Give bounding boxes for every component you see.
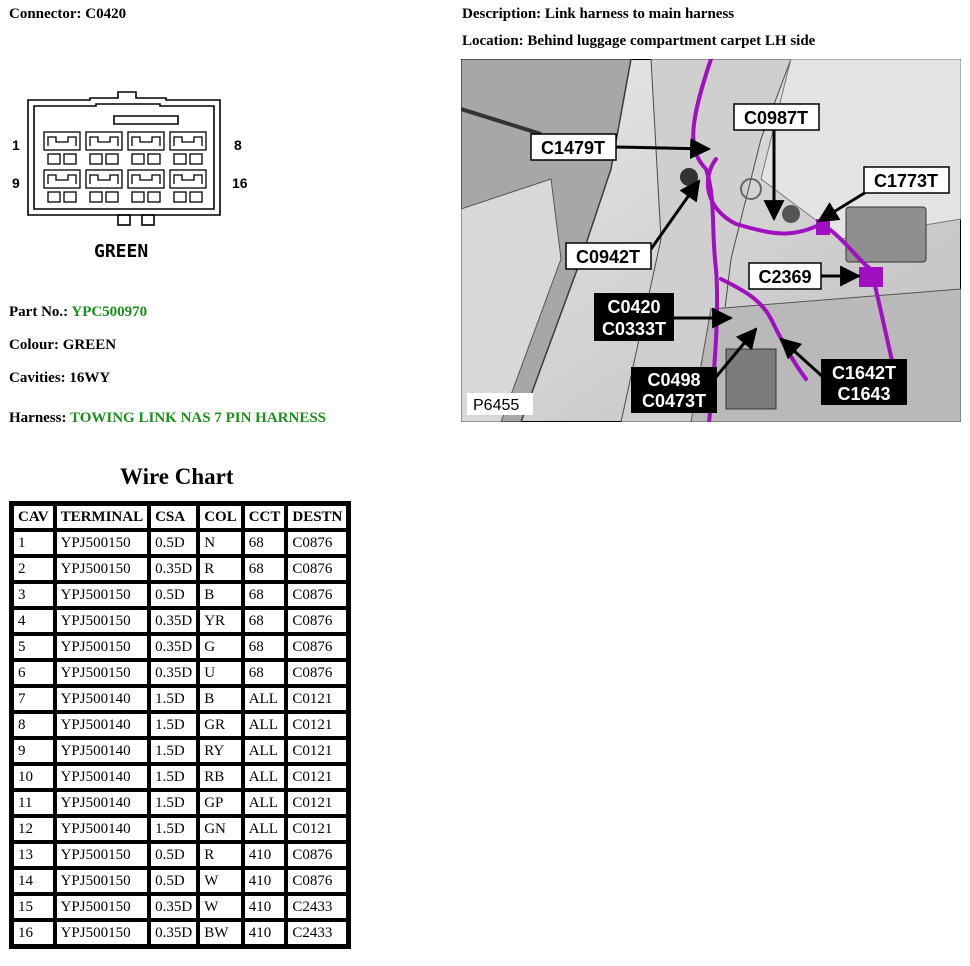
cell-destn: C2433 [286, 920, 348, 946]
cell-cct: 410 [243, 842, 287, 868]
cell-cct: ALL [243, 686, 287, 712]
cell-col: RB [198, 764, 243, 790]
cell-cav: 14 [12, 868, 55, 894]
cell-destn: C0876 [286, 842, 348, 868]
cavity-block [44, 132, 80, 164]
cell-csa: 1.5D [149, 686, 198, 712]
colour-value: GREEN [62, 337, 117, 353]
table-row [12, 634, 348, 660]
cell-cct: ALL [243, 790, 287, 816]
cavities-line [9, 370, 110, 387]
table-row [12, 790, 348, 816]
cell-col: BW [198, 920, 243, 946]
cell-terminal: YPJ500140 [55, 790, 150, 816]
callout-c1642t: C1642T [831, 363, 897, 383]
callout-c0987t: C0987T [743, 108, 809, 128]
cell-col: W [198, 868, 243, 894]
cell-cav: 4 [12, 608, 55, 634]
cell-cav: 8 [12, 712, 55, 738]
table-row [12, 920, 348, 946]
table-row [12, 686, 348, 712]
cell-terminal: YPJ500150 [55, 634, 150, 660]
table-row [12, 816, 348, 842]
harness-link[interactable]: TOWING LINK NAS 7 PIN HARNESS [69, 410, 327, 426]
description-line [462, 6, 734, 23]
table-row [12, 712, 348, 738]
callout-c0333t: C0333T [601, 319, 667, 339]
harness-line [9, 410, 326, 427]
photo-reference-code: P6455 [473, 397, 520, 414]
cell-csa: 0.35D [149, 608, 198, 634]
cell-csa: 1.5D [149, 790, 198, 816]
table-row [12, 868, 348, 894]
cell-csa: 1.5D [149, 738, 198, 764]
description-value: Link harness to main harness [544, 6, 735, 22]
cell-terminal: YPJ500140 [55, 764, 150, 790]
connector-label: Connector: [9, 6, 82, 22]
cell-cav: 3 [12, 582, 55, 608]
wire-chart-header-cav: CAV [12, 504, 55, 530]
location-photo [461, 59, 961, 422]
cell-csa: 1.5D [149, 764, 198, 790]
cell-cct: 410 [243, 920, 287, 946]
cell-col: B [198, 582, 243, 608]
cell-cav: 5 [12, 634, 55, 660]
colour-line [9, 337, 116, 354]
cell-csa: 1.5D [149, 712, 198, 738]
cavities-value: 16WY [69, 370, 111, 386]
wire-chart-table [9, 501, 351, 949]
cell-destn: C0121 [286, 816, 348, 842]
cell-cav: 10 [12, 764, 55, 790]
table-row [12, 582, 348, 608]
cell-destn: C0121 [286, 790, 348, 816]
callout-c0498: C0498 [647, 370, 701, 390]
cell-col: GP [198, 790, 243, 816]
cell-cav: 13 [12, 842, 55, 868]
description-label: Description: [462, 6, 542, 22]
cell-terminal: YPJ500140 [55, 686, 150, 712]
cell-csa: 0.5D [149, 582, 198, 608]
wire-chart-header-csa: CSA [149, 504, 198, 530]
table-row [12, 894, 348, 920]
cell-terminal: YPJ500150 [55, 894, 150, 920]
cell-cct: ALL [243, 764, 287, 790]
cell-terminal: YPJ500150 [55, 920, 150, 946]
cell-cct: ALL [243, 816, 287, 842]
wire-chart-header-terminal: TERMINAL [55, 504, 150, 530]
cell-cct: 68 [243, 634, 287, 660]
cell-col: R [198, 556, 243, 582]
cell-col: N [198, 530, 243, 556]
cell-terminal: YPJ500140 [55, 816, 150, 842]
cell-csa: 0.35D [149, 920, 198, 946]
part-number-link[interactable]: YPC500970 [71, 304, 148, 320]
cell-cct: 410 [243, 894, 287, 920]
callout-c1773t: C1773T [873, 171, 939, 191]
cell-cav: 16 [12, 920, 55, 946]
cell-terminal: YPJ500150 [55, 530, 150, 556]
table-row [12, 608, 348, 634]
cavity-block [86, 132, 122, 164]
cell-terminal: YPJ500140 [55, 738, 150, 764]
cell-col: GN [198, 816, 243, 842]
cell-destn: C0876 [286, 608, 348, 634]
part-line [9, 304, 147, 321]
table-row [12, 660, 348, 686]
colour-label: Colour: [9, 337, 59, 353]
cell-cct: 68 [243, 660, 287, 686]
cavity-block [128, 170, 164, 202]
wire-chart-header-col: COL [198, 504, 243, 530]
cell-terminal: YPJ500150 [55, 842, 150, 868]
table-row [12, 842, 348, 868]
table-row [12, 738, 348, 764]
callout-c1643: C1643 [837, 384, 891, 404]
cell-cav: 2 [12, 556, 55, 582]
connector-value: C0420 [85, 6, 127, 22]
connector-face-diagram [8, 80, 268, 270]
cell-terminal: YPJ500150 [55, 660, 150, 686]
callout-c2369: C2369 [758, 267, 812, 287]
pin-8-label: 8 [234, 137, 242, 153]
cell-terminal: YPJ500150 [55, 556, 150, 582]
cell-col: RY [198, 738, 243, 764]
cell-csa: 0.35D [149, 556, 198, 582]
cell-cct: 410 [243, 868, 287, 894]
cavity-grid [44, 132, 206, 202]
cell-cav: 11 [12, 790, 55, 816]
cell-csa: 0.5D [149, 530, 198, 556]
cell-destn: C0121 [286, 686, 348, 712]
cell-col: G [198, 634, 243, 660]
table-row [12, 530, 348, 556]
cell-destn: C0876 [286, 582, 348, 608]
cell-destn: C0121 [286, 712, 348, 738]
cell-cct: 68 [243, 582, 287, 608]
wire-chart-title: Wire Chart [120, 464, 234, 489]
cell-col: U [198, 660, 243, 686]
cell-cct: 68 [243, 556, 287, 582]
cell-destn: C0876 [286, 868, 348, 894]
cell-terminal: YPJ500140 [55, 712, 150, 738]
location-line [462, 33, 815, 50]
cell-col: GR [198, 712, 243, 738]
harness-label: Harness: [9, 410, 67, 426]
cell-col: YR [198, 608, 243, 634]
cell-cav: 6 [12, 660, 55, 686]
table-row [12, 764, 348, 790]
pin-16-label: 16 [232, 175, 248, 191]
cell-terminal: YPJ500150 [55, 868, 150, 894]
cavity-block [128, 132, 164, 164]
cavity-block [170, 170, 206, 202]
pin-9-label: 9 [12, 175, 20, 191]
wire-chart-header-destn: DESTN [286, 504, 348, 530]
callout-c0942t: C0942T [575, 247, 641, 267]
cell-col: B [198, 686, 243, 712]
cell-col: R [198, 842, 243, 868]
cell-destn: C0121 [286, 738, 348, 764]
cell-terminal: YPJ500150 [55, 608, 150, 634]
pin-1-label: 1 [12, 137, 20, 153]
connector-color-label: GREEN [94, 241, 149, 262]
cell-cav: 1 [12, 530, 55, 556]
cell-destn: C0876 [286, 660, 348, 686]
location-value: Behind luggage compartment carpet LH side [527, 33, 816, 49]
cell-terminal: YPJ500150 [55, 582, 150, 608]
connector-line [9, 6, 126, 23]
cell-csa: 1.5D [149, 816, 198, 842]
cell-cav: 9 [12, 738, 55, 764]
wire-chart-body [12, 530, 348, 946]
cell-destn: C0876 [286, 556, 348, 582]
part-label: Part No.: [9, 304, 69, 320]
cell-destn: C2433 [286, 894, 348, 920]
cell-destn: C0121 [286, 764, 348, 790]
callout-c0420: C0420 [607, 297, 661, 317]
callout-c1479t: C1479T [540, 138, 606, 158]
cell-col: W [198, 894, 243, 920]
cell-cct: ALL [243, 712, 287, 738]
cavity-block [86, 170, 122, 202]
cavity-block [170, 132, 206, 164]
cell-cav: 15 [12, 894, 55, 920]
cell-cct: 68 [243, 530, 287, 556]
cell-cct: 68 [243, 608, 287, 634]
cell-csa: 0.5D [149, 868, 198, 894]
table-row [12, 556, 348, 582]
wire-chart-header-row [12, 504, 348, 530]
cell-destn: C0876 [286, 530, 348, 556]
cell-csa: 0.35D [149, 894, 198, 920]
cell-csa: 0.35D [149, 634, 198, 660]
cell-csa: 0.35D [149, 660, 198, 686]
wire-chart-header-cct: CCT [243, 504, 287, 530]
cell-destn: C0876 [286, 634, 348, 660]
cell-cav: 12 [12, 816, 55, 842]
location-label: Location: [462, 33, 524, 49]
cavity-block [44, 170, 80, 202]
callout-c0473t: C0473T [641, 391, 707, 411]
cell-cct: ALL [243, 738, 287, 764]
cavities-label: Cavities: [9, 370, 66, 386]
cell-csa: 0.5D [149, 842, 198, 868]
cell-cav: 7 [12, 686, 55, 712]
